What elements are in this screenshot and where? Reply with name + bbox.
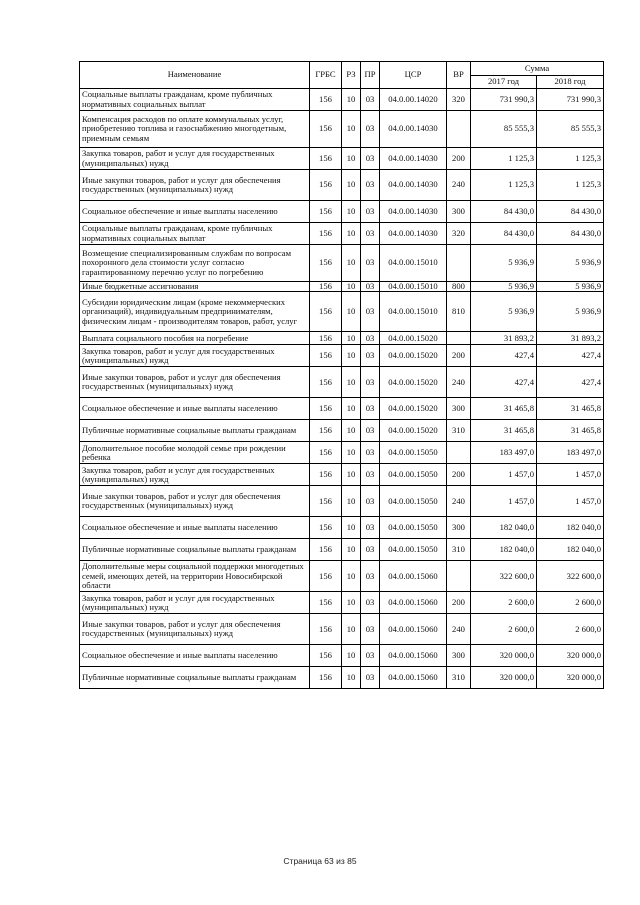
cell-2017: 1 125,3 [471,170,537,201]
cell-csr: 04.0.00.15020 [380,420,447,442]
cell-rz: 10 [342,667,361,689]
cell-rz: 10 [342,170,361,201]
cell-rz: 10 [342,398,361,420]
cell-pr: 03 [361,282,380,292]
cell-rz: 10 [342,420,361,442]
cell-rz: 10 [342,332,361,345]
cell-rz: 10 [342,517,361,539]
cell-rz: 10 [342,614,361,645]
cell-2018: 5 936,9 [537,245,604,282]
cell-rz: 10 [342,442,361,464]
cell-name: Возмещение специализированным службам по вопросам похоронного дела стоимости услуг согласно гарантированному перечню услуг по погребению [80,245,310,282]
cell-pr: 03 [361,345,380,367]
cell-rz: 10 [342,539,361,561]
cell-grbs: 156 [310,539,342,561]
header-2017: 2017 год [471,76,537,89]
cell-vr: 200 [447,345,471,367]
cell-grbs: 156 [310,667,342,689]
cell-2017: 427,4 [471,345,537,367]
cell-csr: 04.0.00.15020 [380,332,447,345]
cell-name: Дополнительное пособие молодой семье при рождении ребенка [80,442,310,464]
cell-2018: 31 465,8 [537,398,604,420]
cell-vr: 320 [447,223,471,245]
cell-csr: 04.0.00.15060 [380,667,447,689]
cell-rz: 10 [342,245,361,282]
cell-pr: 03 [361,486,380,517]
cell-2017: 731 990,3 [471,89,537,111]
cell-2017: 1 457,0 [471,464,537,486]
cell-csr: 04.0.00.15050 [380,486,447,517]
cell-grbs: 156 [310,420,342,442]
cell-name: Закупка товаров, работ и услуг для государственных (муниципальных) нужд [80,464,310,486]
cell-pr: 03 [361,667,380,689]
cell-name: Иные закупки товаров, работ и услуг для обеспечения государственных (муниципальных) нужд [80,614,310,645]
cell-vr: 300 [447,201,471,223]
cell-2018: 182 040,0 [537,539,604,561]
cell-2018: 2 600,0 [537,592,604,614]
cell-2017: 5 936,9 [471,245,537,282]
cell-grbs: 156 [310,345,342,367]
table-row [80,486,604,517]
table-row [80,420,604,442]
table-row [80,367,604,398]
cell-csr: 04.0.00.14030 [380,223,447,245]
cell-2017: 1 125,3 [471,148,537,170]
cell-grbs: 156 [310,111,342,148]
cell-name: Социальные выплаты гражданам, кроме публичных нормативных социальных выплат [80,89,310,111]
cell-2018: 5 936,9 [537,292,604,332]
cell-pr: 03 [361,332,380,345]
cell-grbs: 156 [310,367,342,398]
table-row [80,592,604,614]
cell-pr: 03 [361,517,380,539]
cell-rz: 10 [342,486,361,517]
cell-2017: 31 465,8 [471,398,537,420]
cell-csr: 04.0.00.15050 [380,517,447,539]
cell-pr: 03 [361,398,380,420]
cell-2017: 84 430,0 [471,201,537,223]
table-row [80,464,604,486]
cell-name: Дополнительные меры социальной поддержки многодетных семей, имеющих детей, на территории Новосибирской области [80,561,310,592]
cell-pr: 03 [361,89,380,111]
cell-name: Социальные выплаты гражданам, кроме публичных нормативных социальных выплат [80,223,310,245]
cell-name: Иные бюджетные ассигнования [80,282,310,292]
table-row [80,561,604,592]
header-csr: ЦСР [380,62,447,89]
cell-2018: 1 457,0 [537,464,604,486]
cell-2017: 5 936,9 [471,282,537,292]
cell-rz: 10 [342,148,361,170]
cell-csr: 04.0.00.15060 [380,592,447,614]
cell-csr: 04.0.00.15060 [380,614,447,645]
cell-pr: 03 [361,645,380,667]
cell-csr: 04.0.00.15050 [380,539,447,561]
cell-2018: 85 555,3 [537,111,604,148]
cell-2017: 31 893,2 [471,332,537,345]
cell-2018: 84 430,0 [537,223,604,245]
cell-2017: 1 457,0 [471,486,537,517]
cell-rz: 10 [342,223,361,245]
cell-pr: 03 [361,464,380,486]
cell-pr: 03 [361,561,380,592]
cell-2018: 322 600,0 [537,561,604,592]
cell-pr: 03 [361,442,380,464]
cell-pr: 03 [361,201,380,223]
header-sum: Сумма [471,62,604,76]
cell-vr: 200 [447,592,471,614]
table-row [80,332,604,345]
cell-2017: 320 000,0 [471,645,537,667]
cell-vr: 310 [447,539,471,561]
cell-2017: 182 040,0 [471,539,537,561]
cell-2017: 31 465,8 [471,420,537,442]
cell-pr: 03 [361,292,380,332]
cell-name: Субсидии юридическим лицам (кроме некоммерческих организаций), индивидуальным предпринимателям, физическим лицам - производителям товаров, работ, услуг [80,292,310,332]
cell-vr: 300 [447,517,471,539]
cell-2018: 182 040,0 [537,517,604,539]
cell-pr: 03 [361,614,380,645]
cell-csr: 04.0.00.15020 [380,398,447,420]
page-number: Страница 63 из 85 [283,856,357,866]
cell-name: Публичные нормативные социальные выплаты гражданам [80,667,310,689]
table-body [80,89,604,689]
cell-rz: 10 [342,292,361,332]
cell-grbs: 156 [310,442,342,464]
table-row [80,89,604,111]
table-row [80,539,604,561]
cell-grbs: 156 [310,592,342,614]
cell-csr: 04.0.00.15060 [380,561,447,592]
cell-vr [447,561,471,592]
cell-vr [447,245,471,282]
cell-grbs: 156 [310,292,342,332]
cell-grbs: 156 [310,486,342,517]
cell-name: Социальное обеспечение и иные выплаты населению [80,645,310,667]
cell-pr: 03 [361,170,380,201]
table-row [80,245,604,282]
cell-csr: 04.0.00.14030 [380,170,447,201]
cell-grbs: 156 [310,245,342,282]
table-row [80,442,604,464]
cell-vr: 300 [447,645,471,667]
cell-grbs: 156 [310,89,342,111]
header-pr: ПР [361,62,380,89]
cell-name: Иные закупки товаров, работ и услуг для обеспечения государственных (муниципальных) нужд [80,486,310,517]
cell-grbs: 156 [310,332,342,345]
cell-2017: 2 600,0 [471,592,537,614]
cell-rz: 10 [342,282,361,292]
cell-rz: 10 [342,561,361,592]
cell-pr: 03 [361,367,380,398]
cell-2018: 427,4 [537,367,604,398]
table-row [80,201,604,223]
table-row [80,223,604,245]
cell-rz: 10 [342,464,361,486]
cell-vr [447,442,471,464]
cell-name: Закупка товаров, работ и услуг для государственных (муниципальных) нужд [80,345,310,367]
table-row [80,517,604,539]
cell-2017: 5 936,9 [471,292,537,332]
cell-pr: 03 [361,539,380,561]
cell-csr: 04.0.00.15010 [380,292,447,332]
cell-2018: 183 497,0 [537,442,604,464]
header-grbs: ГРБС [310,62,342,89]
header-name: Наименование [80,62,310,89]
cell-pr: 03 [361,223,380,245]
cell-grbs: 156 [310,561,342,592]
cell-pr: 03 [361,420,380,442]
cell-csr: 04.0.00.15050 [380,442,447,464]
cell-2017: 84 430,0 [471,223,537,245]
cell-2018: 84 430,0 [537,201,604,223]
table-row [80,292,604,332]
header-2018: 2018 год [537,76,604,89]
cell-vr: 800 [447,282,471,292]
cell-rz: 10 [342,89,361,111]
cell-csr: 04.0.00.15020 [380,345,447,367]
cell-name: Публичные нормативные социальные выплаты гражданам [80,539,310,561]
cell-vr: 200 [447,148,471,170]
cell-name: Закупка товаров, работ и услуг для государственных (муниципальных) нужд [80,148,310,170]
cell-vr: 310 [447,667,471,689]
table-row [80,170,604,201]
cell-rz: 10 [342,645,361,667]
cell-vr: 240 [447,170,471,201]
cell-2017: 182 040,0 [471,517,537,539]
cell-name: Закупка товаров, работ и услуг для государственных (муниципальных) нужд [80,592,310,614]
cell-vr [447,332,471,345]
table-row [80,345,604,367]
table-row [80,645,604,667]
cell-vr: 810 [447,292,471,332]
cell-2018: 1 125,3 [537,148,604,170]
cell-name: Выплата социального пособия на погребение [80,332,310,345]
cell-name: Компенсация расходов по оплате коммунальных услуг, приобретению топлива и газоснабжению многодетным, приемным семьям [80,111,310,148]
cell-pr: 03 [361,111,380,148]
cell-2017: 183 497,0 [471,442,537,464]
cell-2018: 731 990,3 [537,89,604,111]
cell-grbs: 156 [310,223,342,245]
cell-grbs: 156 [310,645,342,667]
cell-csr: 04.0.00.15050 [380,464,447,486]
table-row [80,614,604,645]
cell-2017: 85 555,3 [471,111,537,148]
cell-grbs: 156 [310,614,342,645]
cell-2018: 5 936,9 [537,282,604,292]
cell-2017: 322 600,0 [471,561,537,592]
cell-grbs: 156 [310,464,342,486]
cell-pr: 03 [361,592,380,614]
cell-pr: 03 [361,245,380,282]
cell-csr: 04.0.00.14030 [380,201,447,223]
cell-2018: 320 000,0 [537,667,604,689]
cell-grbs: 156 [310,148,342,170]
cell-2017: 2 600,0 [471,614,537,645]
cell-csr: 04.0.00.14020 [380,89,447,111]
cell-csr: 04.0.00.15060 [380,645,447,667]
cell-csr: 04.0.00.15020 [380,367,447,398]
cell-vr: 310 [447,420,471,442]
cell-csr: 04.0.00.15010 [380,245,447,282]
cell-vr: 240 [447,614,471,645]
cell-name: Иные закупки товаров, работ и услуг для обеспечения государственных (муниципальных) нужд [80,367,310,398]
cell-2018: 320 000,0 [537,645,604,667]
cell-csr: 04.0.00.14030 [380,148,447,170]
table-row [80,111,604,148]
cell-rz: 10 [342,367,361,398]
cell-2017: 320 000,0 [471,667,537,689]
table-row [80,148,604,170]
table-row [80,398,604,420]
cell-vr [447,111,471,148]
cell-grbs: 156 [310,398,342,420]
cell-2018: 2 600,0 [537,614,604,645]
cell-name: Иные закупки товаров, работ и услуг для обеспечения государственных (муниципальных) нужд [80,170,310,201]
cell-2018: 1 457,0 [537,486,604,517]
cell-2017: 427,4 [471,367,537,398]
cell-name: Публичные нормативные социальные выплаты гражданам [80,420,310,442]
cell-csr: 04.0.00.14030 [380,111,447,148]
cell-vr: 320 [447,89,471,111]
cell-pr: 03 [361,148,380,170]
cell-name: Социальное обеспечение и иные выплаты населению [80,201,310,223]
cell-2018: 1 125,3 [537,170,604,201]
cell-vr: 240 [447,486,471,517]
cell-name: Социальное обеспечение и иные выплаты населению [80,517,310,539]
table-row [80,282,604,292]
cell-rz: 10 [342,592,361,614]
cell-grbs: 156 [310,517,342,539]
cell-grbs: 156 [310,282,342,292]
cell-2018: 427,4 [537,345,604,367]
header-rz: РЗ [342,62,361,89]
cell-rz: 10 [342,345,361,367]
cell-vr: 200 [447,464,471,486]
cell-grbs: 156 [310,170,342,201]
cell-csr: 04.0.00.15010 [380,282,447,292]
cell-rz: 10 [342,201,361,223]
table-row [80,667,604,689]
cell-rz: 10 [342,111,361,148]
cell-name: Социальное обеспечение и иные выплаты населению [80,398,310,420]
cell-grbs: 156 [310,201,342,223]
cell-vr: 240 [447,367,471,398]
header-vr: ВР [447,62,471,89]
cell-vr: 300 [447,398,471,420]
budget-table [79,61,604,689]
cell-2018: 31 893,2 [537,332,604,345]
cell-2018: 31 465,8 [537,420,604,442]
